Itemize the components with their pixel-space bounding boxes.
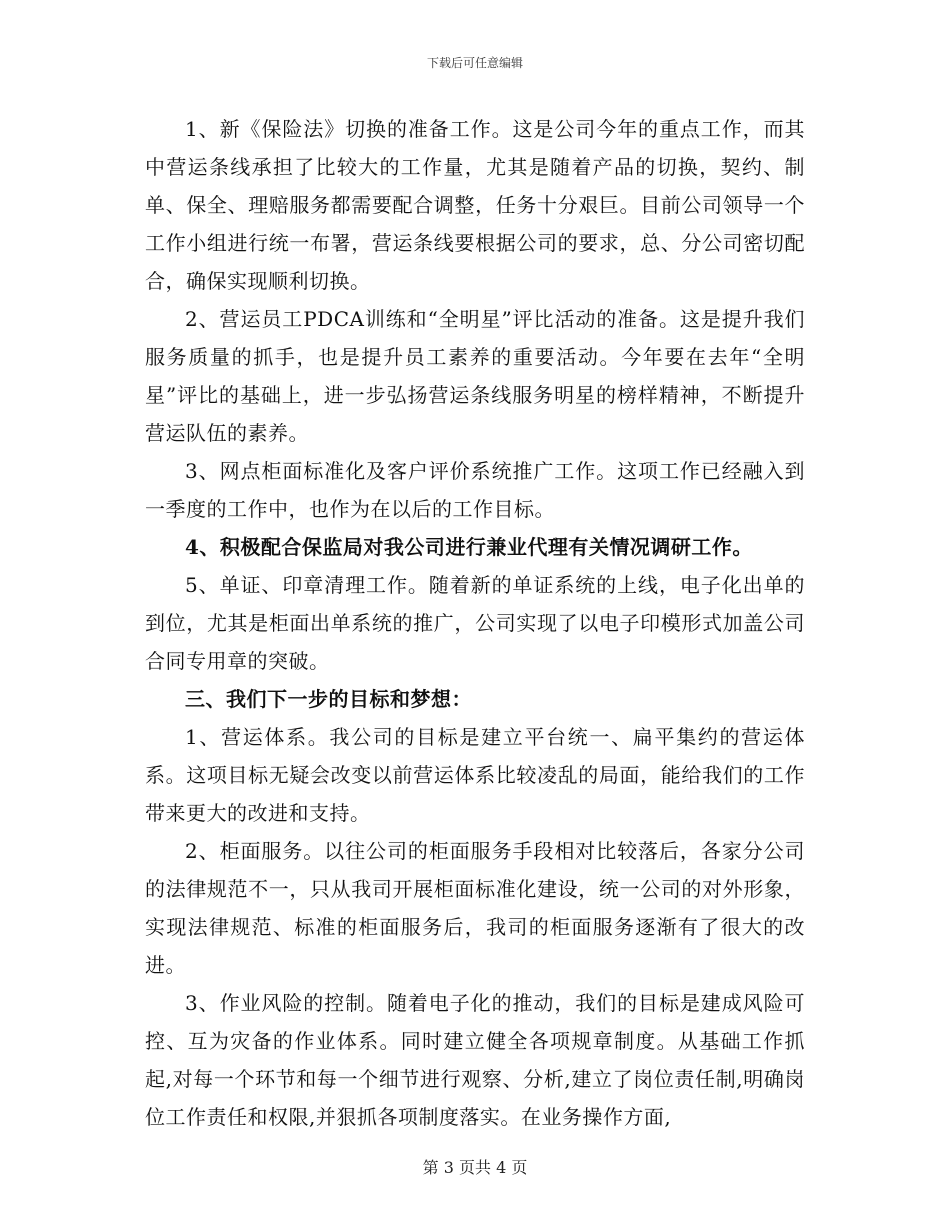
section-heading-goals: 三、我们下一步的目标和梦想： [185,687,472,711]
paragraph-goal-2: 2、柜面服务。以往公司的柜面服务手段相对比较落后，各家分公司的法律规范不一，只从我司开展柜面标准化建设，统一公司的对外形象，实现法律规范、标准的柜面服务后，我司的柜面服务逐渐有了很大的改进。 [145,839,805,977]
paragraph-item-3: 3、网点柜面标准化及客户评价系统推广工作。这项工作已经融入到一季度的工作中，也作为在以后的工作目标。 [145,459,805,521]
paragraph-goal-3: 3、作业风险的控制。随着电子化的推动，我们的目标是建成风险可控、互为灾备的作业体系。同时建立健全各项规章制度。从基础工作抓起,对每一个环节和每一个细节进行观察、分析,建立了岗位责任制,明确岗位工作责任和权限,并狠抓各项制度落实。在业务操作方面, [145,991,805,1129]
paragraph-item-2: 2、营运员工PDCA训练和“全明星”评比活动的准备。这是提升我们服务质量的抓手，也是提升员工素养的重要活动。今年要在去年“全明星”评比的基础上，进一步弘扬营运条线服务明星的榜样精神，不断提升营运队伍的素养。 [145,307,805,445]
paragraph-goal-1: 1、营运体系。我公司的目标是建立平台统一、扁平集约的营运体系。这项目标无疑会改变以前营运体系比较凌乱的局面，能给我们的工作带来更大的改进和支持。 [145,725,805,825]
paragraph-item-1: 1、新《保险法》切换的准备工作。这是公司今年的重点工作，而其中营运条线承担了比较大的工作量，尤其是随着产品的切换，契约、制单、保全、理赔服务都需要配合调整，任务十分艰巨。目前公司领导一个工作小组进行统一布署，营运条线要根据公司的要求，总、分公司密切配合，确保实现顺利切换。 [145,117,805,293]
paragraph-item-4-bold: 4、积极配合保监局对我公司进行兼业代理有关情况调研工作。 [185,535,753,559]
page-header: 下载后可任意编辑 [426,56,523,70]
document-body [145,110,805,1136]
paragraph-item-5: 5、单证、印章清理工作。随着新的单证系统的上线，电子化出单的到位，尤其是柜面出单系统的推广，公司实现了以电子印模形式加盖公司合同专用章的突破。 [145,573,805,673]
page-number-footer: 第 3 页共 4 页 [422,1158,528,1177]
